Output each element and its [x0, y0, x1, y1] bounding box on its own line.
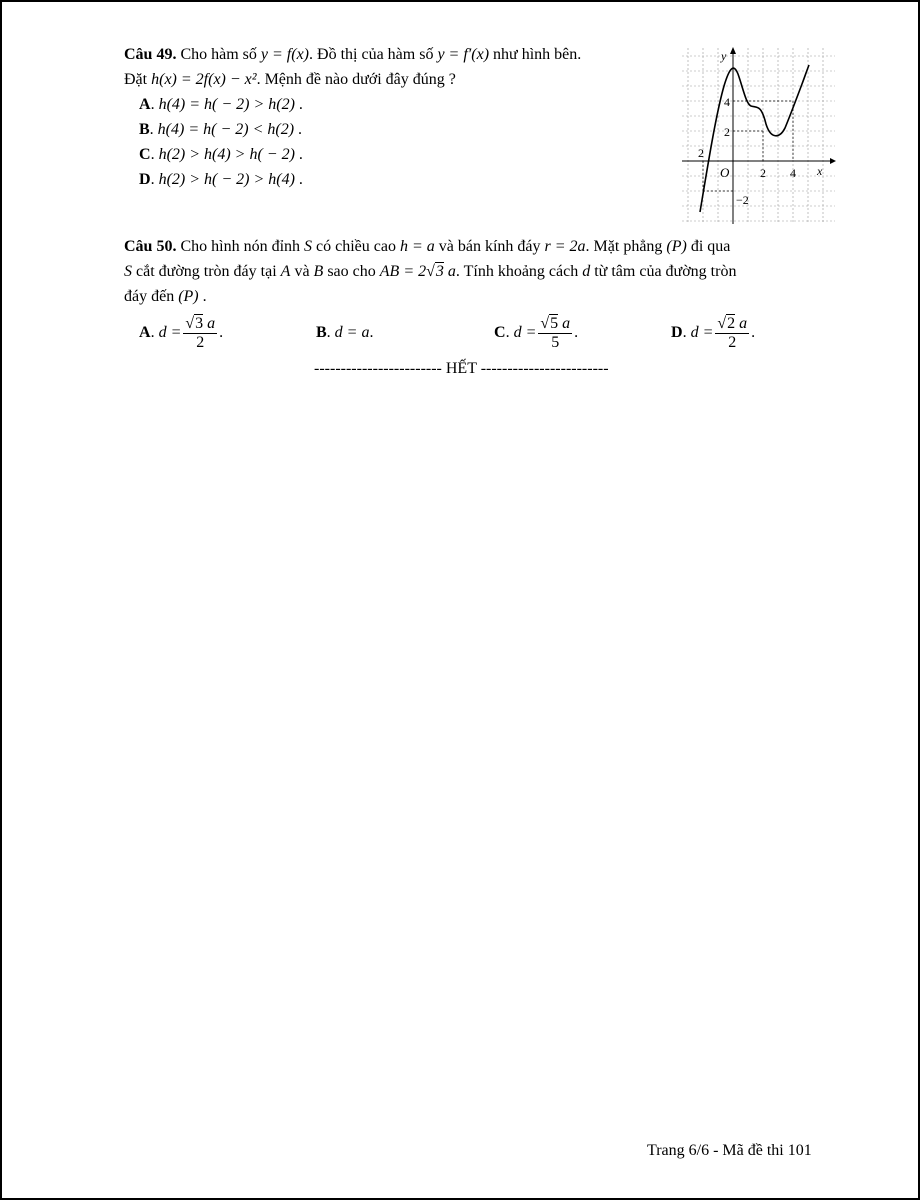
denominator: 2 — [728, 333, 737, 351]
tick-label-y4: 4 — [724, 95, 730, 109]
q50-option-c[interactable]: C . d = $\frac{√5 a}{5}$ . — [494, 308, 578, 358]
math: y = f(x) — [260, 46, 310, 63]
text: và — [290, 263, 314, 280]
y-axis-arrow-icon — [730, 47, 736, 54]
graph-grid — [682, 48, 835, 224]
option-letter: B — [139, 121, 150, 138]
math: a — [443, 263, 456, 280]
derivative-graph — [680, 44, 838, 226]
q50-option-d[interactable]: D . d = $\frac{√2 a}{2}$ . — [671, 308, 755, 358]
fraction: $\frac{√2 a}{2}$ — [717, 314, 748, 351]
numerator-tail: a — [739, 314, 748, 332]
text: đi qua — [686, 238, 731, 255]
text: cắt đường tròn đáy tại — [132, 263, 281, 280]
q50-option-a[interactable]: A . d = $\frac{√3 a}{2}$ . — [139, 308, 223, 358]
q49-line-2 — [124, 70, 456, 90]
text: có chiều cao — [312, 238, 400, 255]
q49-option-b[interactable]: B. h(4) = h( − 2) < h(2) . — [139, 121, 303, 138]
option-text: h(4) = h( − 2) < h(2) — [157, 121, 295, 138]
q49-option-c[interactable]: C. h(2) > h(4) > h( − 2) . — [139, 146, 303, 163]
option-text: d = — [690, 324, 714, 341]
option-letter: B — [316, 324, 327, 341]
math: h(x) = 2f(x) − x² — [151, 71, 257, 88]
text: Cho hình nón đỉnh — [176, 238, 305, 255]
option-letter: D — [671, 324, 683, 341]
option-letter: A — [139, 324, 151, 341]
text: và bán kính đáy — [434, 238, 545, 255]
math: S — [304, 238, 313, 255]
tick-label-y2: 2 — [724, 125, 730, 139]
fraction: $\frac{√5 a}{5}$ — [540, 314, 571, 351]
denominator: 5 — [551, 333, 560, 351]
math: (P) — [666, 238, 687, 255]
math: y = f′(x) — [437, 46, 490, 63]
q50-line-2: S cắt đường tròn đáy tại A và B sao cho AB = 2√3 a. Tính khoảng cách d từ tâm của đường tròn — [124, 263, 737, 280]
option-text: h(2) > h(4) > h( − 2) — [158, 146, 295, 163]
q50-line-1 — [124, 237, 730, 257]
page-footer: Trang 6/6 - Mã đề thi 101 — [647, 1142, 812, 1159]
text: . — [198, 288, 207, 305]
text: . Tính khoảng cách — [455, 263, 583, 280]
origin-label: O — [720, 165, 730, 180]
option-text: h(2) > h( − 2) > h(4) — [158, 171, 295, 188]
text: . Mặt phẳng — [585, 238, 667, 255]
math-radicand: 3 — [435, 263, 444, 280]
math: AB = 2 — [379, 263, 427, 280]
tick-label-yneg2: −2 — [736, 193, 749, 207]
q50-option-b[interactable]: B . d = a . — [316, 308, 373, 358]
text: . Đồ thị của hàm số — [309, 46, 438, 63]
math: B — [313, 263, 324, 280]
fraction: $\frac{√3 a}{2}$ — [185, 314, 216, 351]
text: Đặt — [124, 71, 152, 88]
option-text: d = a — [334, 324, 370, 341]
math: d — [582, 263, 591, 280]
option-letter: C — [494, 324, 506, 341]
math: A — [280, 263, 291, 280]
option-letter: A — [139, 96, 151, 113]
denominator: 2 — [196, 333, 205, 351]
option-text: h(4) = h( − 2) > h(2) — [158, 96, 295, 113]
text: sao cho — [323, 263, 380, 280]
radicand: 5 — [550, 314, 559, 332]
radicand: 3 — [195, 314, 204, 332]
q49-option-a[interactable]: A. h(4) = h( − 2) > h(2) . — [139, 96, 303, 113]
tick-label-xneg2: 2 — [698, 146, 704, 160]
numerator-tail: a — [207, 314, 216, 332]
tick-label-x4: 4 — [790, 166, 796, 180]
punct: . — [369, 324, 374, 341]
q50-label: Câu 50. — [124, 238, 177, 255]
tick-label-x2: 2 — [760, 166, 766, 180]
x-axis-label: x — [817, 164, 823, 178]
option-text: d = — [158, 324, 182, 341]
x-axis-arrow-icon — [830, 158, 836, 164]
q49-option-d[interactable]: D. h(2) > h( − 2) > h(4) . — [139, 171, 303, 188]
option-text: d = — [513, 324, 537, 341]
text: Cho hàm số — [176, 46, 261, 63]
y-axis-label: y — [721, 49, 727, 63]
math: (P) — [178, 288, 199, 305]
q50-line-3 — [124, 287, 207, 307]
numerator-tail: a — [562, 314, 571, 332]
q49-line-1 — [124, 45, 581, 65]
text: từ tâm của đường tròn — [590, 263, 737, 280]
punct: . — [219, 324, 224, 341]
option-letter: D — [139, 171, 151, 188]
text: đáy đến — [124, 288, 179, 305]
end-marker: ------------------------ HẾT ------------------------ — [314, 360, 609, 377]
q49-label: Câu 49. — [124, 46, 177, 63]
math: h = a — [399, 238, 435, 255]
option-letter: C — [139, 146, 151, 163]
radicand: 2 — [727, 314, 736, 332]
punct: . — [751, 324, 756, 341]
text: . Mệnh đề nào dưới đây đúng ? — [256, 71, 456, 88]
math: r = 2a — [544, 238, 586, 255]
punct: . — [574, 324, 579, 341]
text: như hình bên. — [489, 46, 582, 63]
math: S — [124, 263, 132, 280]
